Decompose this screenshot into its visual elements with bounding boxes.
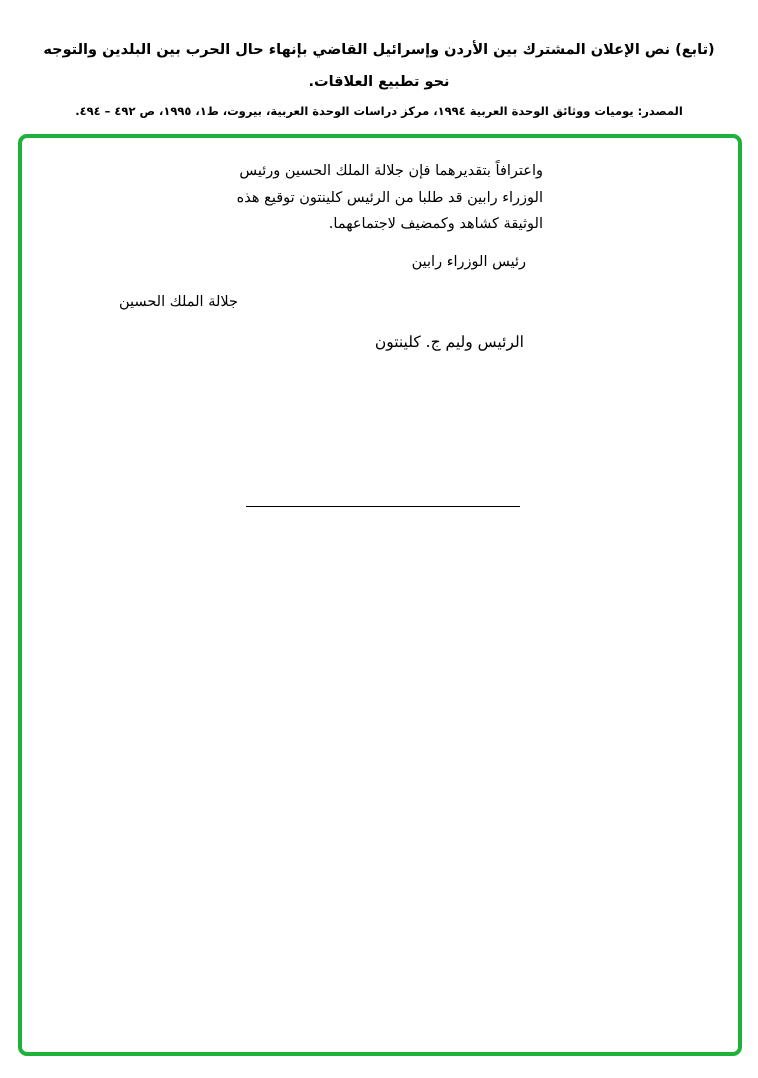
signatory-clinton: الرئيس وليم ج. كلينتون [374,333,524,351]
signatory-rabin: رئيس الوزراء رابين [411,254,526,270]
declaration-paragraph: واعترافاً بتقديرهما فإن جلالة الملك الحسين ورئيس الوزراء رابين قد طلبا من الرئيس كلينتون توقيع هذه الوثيقة كشاهد وكمضيف لاجتماعهما. [236,163,543,232]
document-title: (تابع) نص الإعلان المشترك بين الأردن وإسرائيل القاضي بإنهاء حال الحرب بين البلدين والتوجه نحو تطبيع العلاقات. [43,42,715,90]
source-citation: المصدر: يوميات ووثائق الوحدة العربية ١٩٩٤، مركز دراسات الوحدة العربية، بيروت، ط١، ١٩٩٥، ص ٤٩٢ – ٤٩٤. [75,104,683,118]
signature-line [246,506,520,507]
document-header [40,34,718,120]
signatory-hussein: جلالة الملك الحسين [118,294,238,310]
document-frame [18,134,742,1056]
